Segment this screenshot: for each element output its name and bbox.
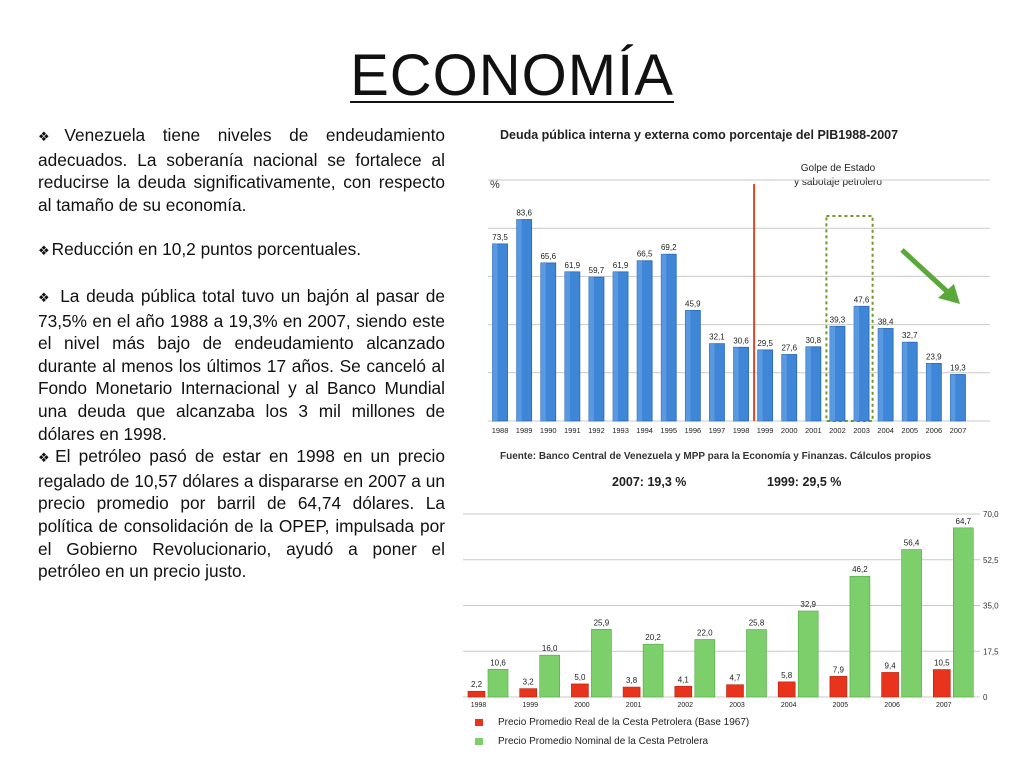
debt-bar-highlight: [854, 306, 859, 421]
debt-value-label: 45,9: [685, 299, 701, 309]
debt-year-label: 1995: [660, 426, 678, 435]
debt-year-label: 1989: [515, 426, 533, 435]
nominal-price-label: 10,6: [490, 658, 506, 668]
debt-bar-highlight: [806, 347, 811, 421]
debt-value-label: 32,1: [709, 332, 725, 342]
real-price-bar: [675, 686, 692, 697]
real-price-bar: [830, 676, 847, 697]
real-price-bar: [933, 670, 950, 697]
debt-year-label: 1991: [564, 426, 581, 435]
debt-year-label: 2005: [901, 426, 919, 435]
debt-value-label: 19,3: [950, 363, 966, 373]
debt-year-label: 1992: [588, 426, 605, 435]
debt-value-label: 38,4: [877, 317, 894, 327]
debt-bar-highlight: [902, 342, 907, 421]
debt-value-label: 29,5: [757, 338, 773, 348]
real-price-label: 10,5: [934, 658, 950, 668]
debt-year-label: 1996: [684, 426, 702, 435]
debt-bar-highlight: [637, 261, 642, 421]
debt-year-label: 2000: [780, 426, 798, 435]
debt-bar-highlight: [830, 326, 835, 421]
debt-value-label: 30,6: [733, 336, 749, 346]
debt-value-label: 66,5: [636, 249, 653, 259]
debt-bar-highlight: [661, 254, 666, 421]
nominal-price-label: 32,9: [800, 599, 816, 609]
nominal-price-bar: [798, 611, 818, 697]
paragraph: ❖ Venezuela tiene niveles de endeudamiento adecuados. La soberanía nacional se fortalece al reducirse la deuda significativamente, con respecto al tamaño de su economía.: [38, 125, 446, 215]
debt-bar-highlight: [685, 310, 690, 421]
nominal-price-label: 46,2: [852, 565, 868, 575]
nominal-price-label: 25,9: [593, 618, 610, 628]
debt-chart-annotation-line2: y sabotaje petrolero: [794, 177, 882, 188]
legend-label: Precio Promedio Real de la Cesta Petrolera (Base 1967): [498, 717, 750, 728]
debt-year-label: 1999: [756, 426, 774, 435]
oil-ytick-label: 0: [983, 693, 988, 702]
debt-year-label: 2007: [949, 426, 967, 435]
oil-ytick-label: 70,0: [983, 510, 999, 519]
summary-1999: 1999: 29,5 %: [767, 475, 842, 489]
nominal-price-bar: [540, 655, 560, 697]
debt-year-label: 2001: [805, 426, 822, 435]
real-price-label: 3,8: [626, 676, 638, 686]
debt-year-label: 1988: [491, 426, 509, 435]
debt-year-label: 1993: [612, 426, 629, 435]
legend-swatch: [475, 719, 483, 726]
oil-year-label: 2004: [780, 702, 797, 709]
debt-value-label: 23,9: [926, 352, 942, 362]
real-price-label: 4,7: [729, 673, 741, 683]
summary-2007: 2007: 19,3 %: [612, 475, 687, 489]
debt-bar-highlight: [782, 354, 787, 421]
real-price-bar: [778, 682, 795, 697]
oil-year-label: 2002: [677, 702, 694, 709]
debt-value-label: 69,2: [660, 243, 677, 253]
nominal-price-bar: [747, 630, 767, 697]
debt-year-label: 1998: [732, 426, 750, 435]
debt-bar-highlight: [950, 374, 955, 421]
debt-bar-highlight: [758, 350, 763, 421]
oil-year-label: 2000: [574, 702, 590, 709]
nominal-price-bar: [488, 669, 508, 697]
oil-year-label: 2003: [729, 702, 745, 709]
debt-bar-highlight: [589, 277, 594, 421]
down-arrow-icon: [902, 250, 952, 296]
bullet-diamond-icon: ❖: [38, 289, 52, 305]
real-price-bar: [571, 684, 588, 697]
debt-bar-highlight: [734, 347, 739, 421]
debt-bar-highlight: [878, 328, 883, 421]
debt-bar-highlight: [517, 220, 522, 421]
oil-ytick-label: 52,5: [983, 555, 999, 565]
nominal-price-bar: [643, 644, 663, 697]
nominal-price-label: 25,8: [748, 618, 765, 628]
debt-year-label: 2002: [829, 426, 846, 435]
bullet-diamond-icon: ❖: [38, 243, 50, 259]
oil-year-label: 1998: [470, 702, 487, 709]
debt-chart-ylabel: %: [490, 179, 500, 191]
debt-bar-highlight: [541, 263, 546, 421]
oil-year-label: 2007: [936, 702, 952, 709]
paragraph: ❖ El petróleo pasó de estar en 1998 en un precio regalado de 10,57 dólares a dispararse en 2007 a un precio promedio por barril de 64,74 dólares. La política de consolidación de la OPEP, impulsada por el Gobierno Revolucionario, ayudó a poner el petróleo en un precio justo.: [38, 446, 445, 582]
real-price-bar: [468, 691, 485, 697]
debt-value-label: 59,7: [588, 266, 605, 276]
debt-value-label: 32,7: [901, 331, 918, 341]
debt-value-label: 30,8: [805, 335, 822, 345]
real-price-label: 3,2: [522, 677, 534, 687]
nominal-price-label: 20,2: [645, 633, 661, 643]
real-price-label: 9,4: [884, 661, 896, 671]
debt-bar-highlight: [709, 344, 714, 421]
real-price-label: 7,9: [832, 665, 844, 675]
debt-bar-highlight: [565, 272, 570, 421]
debt-value-label: 73,5: [492, 232, 508, 242]
debt-value-label: 47,6: [853, 295, 870, 305]
slide-body-text: [38, 124, 445, 583]
legend-label: Precio Promedio Nominal de la Cesta Petrolera: [498, 736, 709, 747]
nominal-price-bar: [953, 528, 973, 697]
real-price-label: 5,8: [781, 670, 793, 680]
oil-price-chart: [455, 504, 1005, 764]
debt-chart: [470, 118, 1000, 498]
oil-year-label: 2005: [832, 702, 849, 709]
debt-value-label: 65,6: [540, 251, 557, 261]
oil-year-label: 1999: [522, 702, 538, 709]
debt-year-label: 2003: [853, 426, 870, 435]
debt-value-label: 61,9: [612, 260, 629, 270]
nominal-price-bar: [695, 639, 715, 697]
oil-year-label: 2006: [884, 702, 900, 709]
debt-value-label: 83,6: [516, 208, 532, 218]
debt-year-label: 2004: [877, 426, 894, 435]
debt-bar-highlight: [493, 244, 498, 421]
nominal-price-bar: [850, 576, 870, 697]
real-price-label: 4,1: [677, 675, 689, 685]
real-price-label: 2,2: [470, 680, 483, 690]
debt-chart-title: Deuda pública interna y externa como porcentaje del PIB1988-2007: [500, 128, 899, 142]
debt-chart-source: Fuente: Banco Central de Venezuela y MPP para la Economía y Finanzas. Cálculos propios: [500, 451, 932, 462]
nominal-price-bar: [902, 550, 922, 697]
debt-chart-annotation-line1: Golpe de Estado: [800, 163, 876, 174]
bullet-diamond-icon: ❖: [38, 450, 54, 466]
nominal-price-label: 64,7: [955, 516, 972, 526]
debt-value-label: 39,3: [829, 315, 846, 325]
bullet-diamond-icon: ❖: [38, 129, 63, 144]
oil-ytick-label: 35,0: [983, 601, 999, 611]
debt-value-label: 27,6: [781, 343, 798, 353]
debt-year-label: 2006: [925, 426, 943, 435]
nominal-price-bar: [591, 629, 611, 697]
oil-ytick-label: 17,5: [983, 647, 999, 657]
nominal-price-label: 56,4: [903, 538, 920, 548]
real-price-bar: [623, 687, 640, 697]
debt-year-label: 1990: [539, 426, 557, 435]
real-price-bar: [520, 689, 537, 697]
paragraph: ❖ La deuda pública total tuvo un bajón al pasar de 73,5% en el año 1988 a 19,3% en 2007, siendo este el nivel más bajo de endeudamiento alcanzado durante al menos los últimos 17 años. Se canceló al Fondo Monetario Internacional y al Banco Mundial una deuda que alcanzaba los 3 mil millones de dólares en 1998.: [38, 285, 445, 444]
debt-bar-highlight: [926, 363, 931, 421]
debt-value-label: 61,9: [564, 260, 581, 270]
real-price-label: 5,0: [574, 672, 586, 682]
debt-year-label: 1994: [636, 426, 653, 435]
paragraph: ❖ Reducción en 10,2 puntos porcentuales.: [38, 239, 362, 260]
debt-year-label: 1997: [708, 426, 726, 435]
nominal-price-label: 22,0: [697, 628, 713, 638]
legend-swatch: [475, 738, 483, 745]
oil-year-label: 2001: [625, 702, 642, 709]
nominal-price-label: 16,0: [541, 644, 558, 654]
real-price-bar: [727, 685, 744, 697]
slide-title: ECONOMÍA: [350, 43, 674, 108]
real-price-bar: [882, 672, 899, 697]
debt-bar-highlight: [613, 272, 618, 421]
